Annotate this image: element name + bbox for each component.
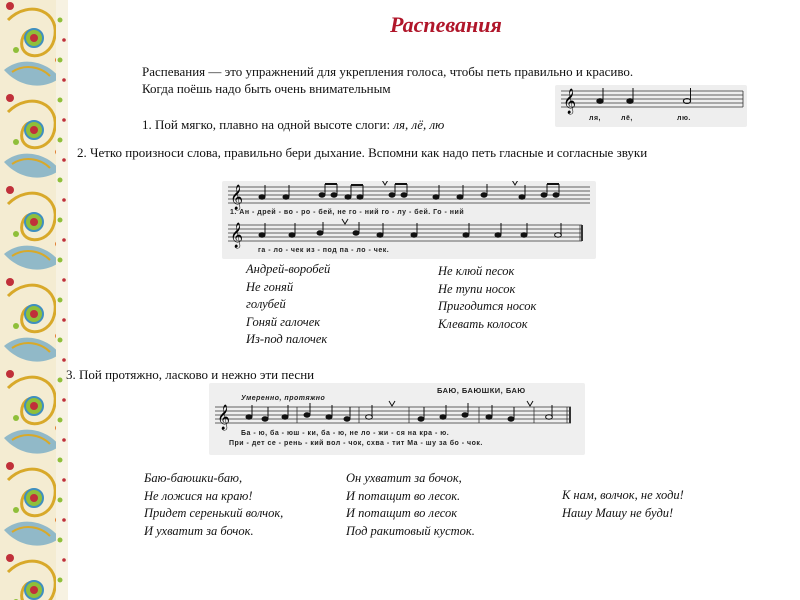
verse-line: Баю-баюшки-баю, xyxy=(144,471,243,485)
verse-line: Придет серенький волчок, xyxy=(144,506,284,520)
task-1-text: 1. Пой мягко, плавно на одной высоте слоги: xyxy=(142,117,391,132)
treble-clef-icon: 𝄞 xyxy=(230,185,244,210)
treble-clef-icon: 𝄞 xyxy=(230,223,244,248)
paisley-ornament-icon xyxy=(0,0,68,600)
verse-line: Под ракитовый кусток. xyxy=(346,523,475,538)
music-staff-2 xyxy=(222,181,596,259)
verse-block-1 xyxy=(246,261,330,349)
staff-2-lyrics-top: 1. Ан - дрей - во - ро - бей, не го - ний го - лу - бей. Го - ний xyxy=(230,209,465,216)
staff-2-lyrics-bottom: га - ло - чек из - под па - ло - чек. xyxy=(258,247,390,254)
tempo-marking: Умеренно, протяжно xyxy=(241,395,326,402)
verse-block-4 xyxy=(346,470,475,540)
task-2: 2. Четко произноси слова, правильно бери дыхание. Вспомни как надо петь гласные и согласные звуки xyxy=(77,145,648,160)
treble-clef-icon: 𝄞 xyxy=(217,405,231,430)
verse-line: Гоняй галочек xyxy=(246,314,321,329)
music-staff-1 xyxy=(555,85,747,127)
verse-line: Андрей-воробей xyxy=(246,262,331,276)
verse-line: И потащит во лесок xyxy=(346,506,458,520)
verse-line: Он ухватит за бочок, xyxy=(346,471,462,485)
verse-block-2 xyxy=(438,263,536,333)
page-title: Распевания xyxy=(390,12,502,37)
intro-line-1: Распевания — это упражнений для укрепления голоса, чтобы петь правильно и красиво. xyxy=(142,64,634,79)
intro-line-2: Когда поёшь надо быть очень внимательным xyxy=(142,81,391,96)
staff-1-lyric: лё, xyxy=(621,115,633,122)
verse-line: Из-под палочек xyxy=(246,332,328,346)
verse-line: Не гоняй xyxy=(246,279,294,294)
task-1-syllables: ля, лё, лю xyxy=(393,117,445,132)
verse-line: К нам, волчок, не ходи! xyxy=(562,488,684,502)
task-3: 3. Пой протяжно, ласково и нежно эти песни xyxy=(66,367,315,382)
verse-line: Пригодится носок xyxy=(438,299,537,313)
staff-3-lyrics-bottom: При - дет се - рень - кий вол - чок, схва - тит Ма - шу за бо - чок. xyxy=(229,440,483,447)
verse-line: Не ложися на краю! xyxy=(144,488,253,503)
verse-line: голубей xyxy=(246,297,286,311)
verse-line: Не клюй песок xyxy=(438,264,515,278)
staff-3-lyrics-top: Ба - ю, ба - юш - ки, ба - ю, не ло - жи - ся на кра - ю. xyxy=(241,430,450,437)
ornament-border xyxy=(0,0,68,600)
staff-1-lyric: ля, xyxy=(589,115,601,122)
verse-block-3 xyxy=(144,470,283,540)
treble-clef-icon: 𝄞 xyxy=(563,89,577,114)
task-1 xyxy=(142,116,444,133)
verse-line: Не тупи носок xyxy=(438,281,516,296)
verse-line: И ухватит за бочок. xyxy=(144,523,254,538)
verse-line: Нашу Машу не буди! xyxy=(562,505,674,520)
verse-line: И потащит во лесок. xyxy=(346,488,461,503)
music-staff-3 xyxy=(209,383,585,455)
song-title: БАЮ, БАЮШКИ, БАЮ xyxy=(437,386,526,395)
staff-1-lyric: лю. xyxy=(677,115,691,122)
verse-block-5 xyxy=(562,487,684,522)
verse-line: Клевать колосок xyxy=(438,316,528,331)
